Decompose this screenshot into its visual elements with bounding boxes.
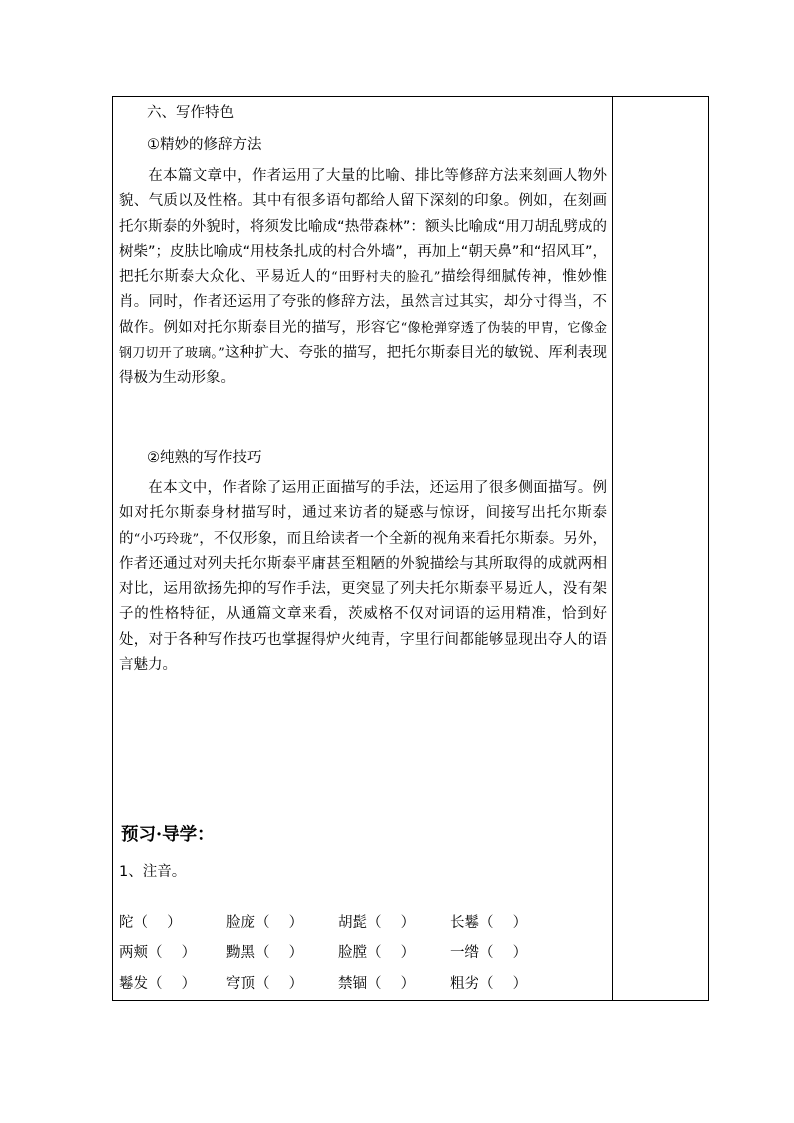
question-pinyin: 1、注音。 <box>119 864 187 880</box>
quoted-phrase: “田野村夫的脸孔” <box>331 270 441 286</box>
preview-guide-title: 预习·导学： <box>121 825 215 845</box>
paragraph-technique <box>119 476 607 678</box>
pinyin-item: 脸庞（ ） <box>226 915 304 931</box>
notes-column <box>612 97 613 1000</box>
pinyin-item: 长鬈（ ） <box>450 915 528 931</box>
pinyin-item: 鬈发（ ） <box>119 976 197 992</box>
pinyin-item: 禁锢（ ） <box>338 976 416 992</box>
text-run: 在本文中，作者除了运用正面描写的手法，还运用了很多侧面描写。例如对托尔斯泰身材描写时，通过来访者的疑惑与惊讶，间接写出托尔斯泰的 <box>119 480 607 547</box>
paragraph-technique-text <box>119 480 607 673</box>
text-run: ，不仅形象，而且给读者一个全新的视角来看托尔斯泰。另外，作者还通过对列夫托尔斯泰平庸甚至粗陋的外貌描绘与其所取得的成就两相对比，运用欲扬先抑的写作手法，更突显了列夫托尔斯泰平易近人，没有架子的性格特征，从通篇文章来看，茨威格不仅对词语的运用精准，恰到好处，对于各种写作技巧也掌握得炉火纯青，字里行间都能够显现出夺人的语言魅力。 <box>119 530 608 674</box>
pinyin-item: 陀（ ） <box>119 915 182 931</box>
pinyin-item: 黝黑（ ） <box>226 945 304 961</box>
text-run: 这种扩大、夸张的描写，把托尔斯泰目光的敏锐、厍利表现得极为生动形象。 <box>119 345 607 387</box>
pinyin-item: 胡髭（ ） <box>338 915 416 931</box>
subheading-technique: ②纯熟的写作技巧 <box>147 450 262 466</box>
text-run: “热带森林” <box>337 218 411 235</box>
pinyin-item: 穹顶（ ） <box>226 976 304 992</box>
quoted-phrase: “小巧玲珑” <box>133 531 200 547</box>
text-run: 描绘得细腻传神，惟妙惟肖。同时，作者还运用了夸张的修辞方法，虽然言过其实，却分寸得当，不做作。例如对托尔斯泰目光的描写，形容它 <box>119 269 608 336</box>
paragraph-rhetoric-text <box>119 168 607 386</box>
pinyin-item: 脸膛（ ） <box>338 945 416 961</box>
pinyin-item: 一绺（ ） <box>450 945 528 961</box>
quoted-phrase: “像枪弹穿透了伪装的甲胄，它像金钢刀切开了玻璃。” <box>119 320 607 362</box>
section-heading: 六、写作特色 <box>147 105 234 121</box>
text-run: ：额头比喻成“用刀胡乱劈成的树柴”；皮肤比喻成“用枝条扎成的村合外墙”，再加上“朝天鼻”和“招风耳”，把托尔斯泰大众化、平易近人的 <box>119 218 608 286</box>
subheading-rhetoric: ①精妙的修辞方法 <box>147 137 262 153</box>
paragraph-rhetoric <box>119 164 607 392</box>
text-run: 在本篇文章中，作者运用了大量的比喻、排比等修辞方法来刻画人物外貌、气质以及性格。其中有很多语句都给人留下深刻的印象。例如，在刻画托尔斯泰的外貌时，将须发比喻成 <box>119 168 607 235</box>
pinyin-item: 两颊（ ） <box>119 945 197 961</box>
pinyin-item: 粗劣（ ） <box>450 976 528 992</box>
worksheet-table <box>112 96 709 1001</box>
